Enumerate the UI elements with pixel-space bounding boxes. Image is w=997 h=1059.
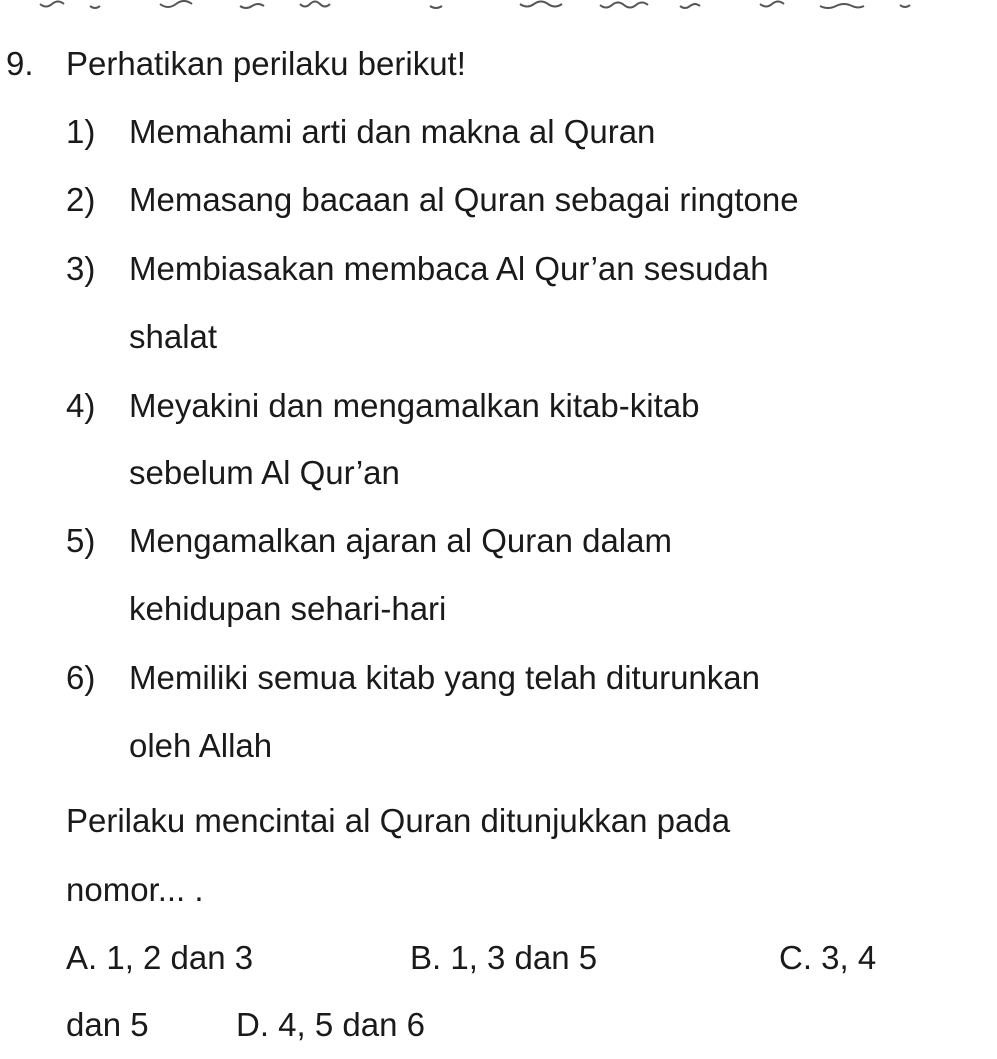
item-3-number: 3) xyxy=(66,250,96,287)
item-4-text-cont: sebelum Al Qur’an xyxy=(129,454,400,491)
item-3-text: Membiasakan membaca Al Qur’an sesudah xyxy=(129,250,769,287)
item-2-number: 2) xyxy=(66,181,96,218)
item-4-text: Meyakini dan mengamalkan kitab-kitab xyxy=(129,387,700,424)
item-6-text: Memiliki semua kitab yang telah diturunkan xyxy=(129,659,760,696)
option-c: C. 3, 4 xyxy=(779,939,877,976)
item-2-text: Memasang bacaan al Quran sebagai ringtone xyxy=(129,181,799,218)
closing-question-cont: nomor... . xyxy=(66,871,204,908)
question-prompt: Perhatikan perilaku berikut! xyxy=(66,45,466,82)
item-5-text: Mengamalkan ajaran al Quran dalam xyxy=(129,522,672,559)
item-1-number: 1) xyxy=(66,113,96,150)
cropped-previous-text-artifact xyxy=(0,0,997,14)
option-c-cont: dan 5 xyxy=(66,1006,149,1043)
closing-question: Perilaku mencintai al Quran ditunjukkan pada xyxy=(66,802,731,839)
item-5-text-cont: kehidupan sehari-hari xyxy=(129,590,447,627)
item-1-text: Memahami arti dan makna al Quran xyxy=(129,113,656,150)
item-6-text-cont: oleh Allah xyxy=(129,727,273,764)
option-b: B. 1, 3 dan 5 xyxy=(410,939,598,976)
item-6-number: 6) xyxy=(66,659,96,696)
item-5-number: 5) xyxy=(66,522,96,559)
option-a: A. 1, 2 dan 3 xyxy=(66,939,254,976)
question-number: 9. xyxy=(6,45,34,82)
item-4-number: 4) xyxy=(66,387,96,424)
item-3-text-cont: shalat xyxy=(129,318,218,355)
option-d: D. 4, 5 dan 6 xyxy=(236,1006,425,1043)
